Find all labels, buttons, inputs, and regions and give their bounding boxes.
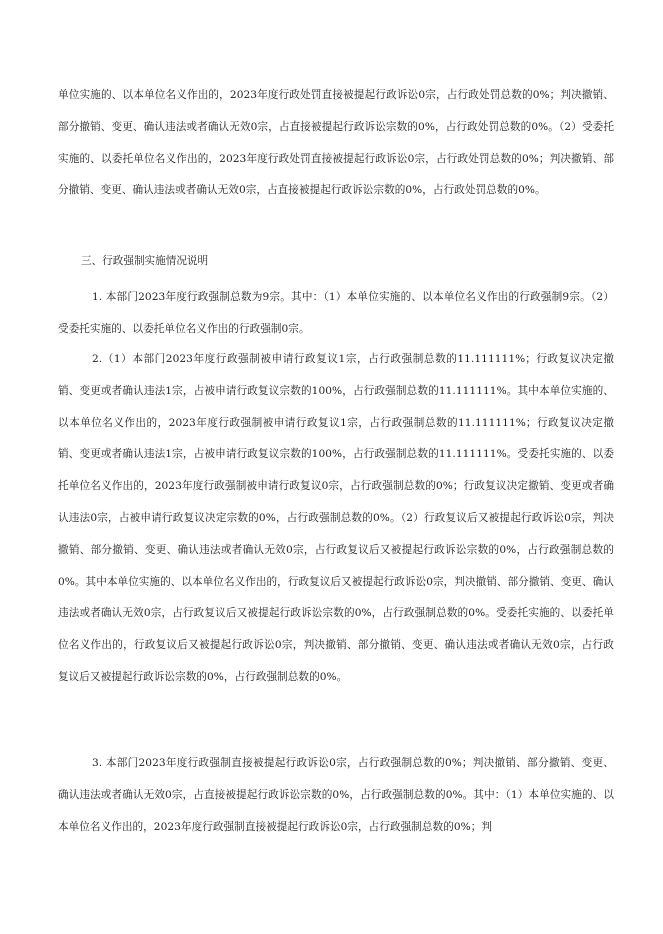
item-1-paragraph: 1. 本部门2023年度行政强制总数为9宗。其中：（1）本单位实施的、以本单位名义作出的行政强制9宗。（2）受委托实施的、以委托单位名义作出的行政强制0宗。 bbox=[58, 291, 614, 335]
continued-paragraph: 单位实施的、以本单位名义作出的，2023年度行政处罚直接被提起行政诉讼0宗，占行政处罚总数的0%；判决撤销、部分撤销、变更、确认违法或者确认无效0宗，占直接被提起行政诉讼宗数的0%，占行政处罚总数的0%。（2）受委托实施的、以委托单位名义作出的，2023年度行政处罚直接被提起行政诉讼0宗，占行政处罚总数的0%；判决撤销、部分撤销、变更、确认违法或者确认无效0宗，占直接被提起行政诉讼宗数的0%，占行政处罚总数的0%。 bbox=[58, 89, 614, 197]
item-2-paragraph: 2.（1）本部门2023年度行政强制被申请行政复议1宗，占行政强制总数的11.111111%；行政复议决定撤销、变更或者确认违法1宗，占被申请行政复议宗数的100%，占行政强制总数的11.111111%。其中本单位实施的、以本单位名义作出的，2023年度行政强制被申请行政复议1宗，占行政强制总数的11.111111%；行政复议决定撤销、变更或者确认违法1宗，占被申请行政复议宗数的100%，占行政强制总数的11.111111%。受委托实施的、以委托单位名义作出的，2023年度行政强制被申请行政复议0宗，占行政强制总数的0%；行政复议决定撤销、变更或者确认违法0宗，占被申请行政复议决定宗数的0%，占行政强制总数的0%。（2）行政复议后又被提起行政诉讼0宗，判决撤销、部分撤销、变更、确认违法或者确认无效0宗，占行政复议后又被提起行政诉讼宗数的0%，占行政强制总数的0%。其中本单位实施的、以本单位名义作出的，行政复议后又被提起行政诉讼0宗，判决撤销、部分撤销、变更、确认违法或者确认无效0宗，占行政复议后又被提起行政诉讼宗数的0%，占行政强制总数的0%。受委托实施的、以委托单位名义作出的，行政复议后又被提起行政诉讼0宗，判决撤销、部分撤销、变更、确认违法或者确认无效0宗，占行政复议后又被提起行政诉讼宗数的0%，占行政强制总数的0%。 bbox=[58, 353, 614, 683]
section-heading: 三、行政强制实施情况说明 bbox=[81, 255, 209, 267]
item-3-paragraph: 3. 本部门2023年度行政强制直接被提起行政诉讼0宗，占行政强制总数的0%；判决撤销、部分撤销、变更、确认违法或者确认无效0宗，占直接被提起行政诉讼宗数的0%，占行政强制总数的0%。其中：（1）本单位实施的、以本单位名义作出的，2023年度行政强制直接被提起行政诉讼0宗，占行政强制总数的0%；判 bbox=[58, 757, 614, 833]
